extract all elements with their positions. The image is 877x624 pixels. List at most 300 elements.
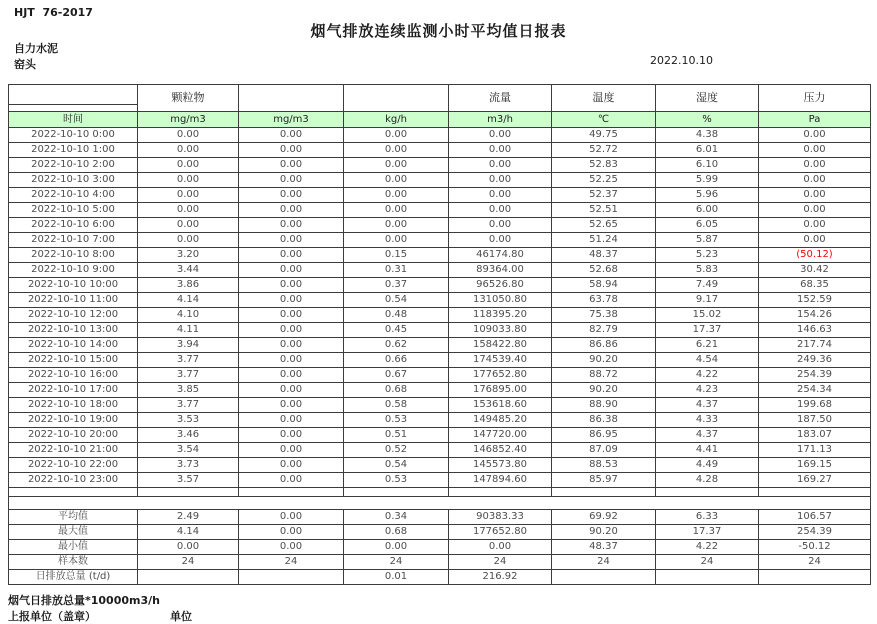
- value-cell: 4.14: [138, 293, 239, 308]
- value-cell: 48.37: [552, 248, 656, 263]
- value-cell: 0.48: [344, 308, 449, 323]
- summary-value-cell: 0.00: [449, 540, 552, 555]
- value-cell: 131050.80: [449, 293, 552, 308]
- summary-value-cell: 24: [344, 555, 449, 570]
- time-cell: 2022-10-10 3:00: [9, 173, 138, 188]
- value-cell: 118395.20: [449, 308, 552, 323]
- value-cell: 0.00: [138, 203, 239, 218]
- value-cell: 0.00: [239, 308, 344, 323]
- value-cell: 145573.80: [449, 458, 552, 473]
- value-cell: 0.45: [344, 323, 449, 338]
- value-cell: 4.41: [656, 443, 759, 458]
- value-cell: 0.00: [239, 323, 344, 338]
- value-cell: 85.97: [552, 473, 656, 488]
- value-cell: 30.42: [759, 263, 871, 278]
- table-row: [9, 323, 871, 338]
- time-cell: 2022-10-10 10:00: [9, 278, 138, 293]
- unit-header-cell: %: [656, 112, 759, 128]
- value-cell: 63.78: [552, 293, 656, 308]
- unit-header-cell: ℃: [552, 112, 656, 128]
- value-cell: 0.00: [138, 143, 239, 158]
- table-row: [9, 383, 871, 398]
- value-cell: 147720.00: [449, 428, 552, 443]
- table-row: [9, 443, 871, 458]
- value-cell: 0.00: [138, 158, 239, 173]
- spacer-row: [9, 497, 871, 510]
- value-cell: 96526.80: [449, 278, 552, 293]
- value-cell: 6.21: [656, 338, 759, 353]
- summary-value-cell: 4.14: [138, 525, 239, 540]
- value-cell: 0.00: [759, 158, 871, 173]
- value-cell: 90.20: [552, 383, 656, 398]
- value-cell: 4.37: [656, 428, 759, 443]
- time-cell: 2022-10-10 4:00: [9, 188, 138, 203]
- value-cell: 169.27: [759, 473, 871, 488]
- value-cell: 5.23: [656, 248, 759, 263]
- value-cell: 0.00: [239, 218, 344, 233]
- value-cell: 0.00: [344, 233, 449, 248]
- value-cell: 4.28: [656, 473, 759, 488]
- table-row: [9, 158, 871, 173]
- value-cell: 0.00: [449, 158, 552, 173]
- report-unit-label: 上报单位（盖章）: [8, 610, 96, 623]
- empty-cell: [759, 488, 871, 497]
- empty-cell: [9, 488, 138, 497]
- summary-value-cell: 0.00: [344, 540, 449, 555]
- value-cell: 153618.60: [449, 398, 552, 413]
- time-cell: 2022-10-10 0:00: [9, 128, 138, 143]
- value-cell: 146852.40: [449, 443, 552, 458]
- value-cell: 6.00: [656, 203, 759, 218]
- summary-value-cell: 24: [449, 555, 552, 570]
- value-cell: (50.12): [759, 248, 871, 263]
- empty-cell: [239, 488, 344, 497]
- value-cell: 187.50: [759, 413, 871, 428]
- company-name: 自力水泥: [14, 42, 58, 55]
- group-header-cell: 流量: [449, 85, 552, 112]
- value-cell: 4.37: [656, 398, 759, 413]
- value-cell: 51.24: [552, 233, 656, 248]
- value-cell: 171.13: [759, 443, 871, 458]
- value-cell: 75.38: [552, 308, 656, 323]
- summary-label-cell: 样本数: [9, 555, 138, 570]
- group-header-cell: 温度: [552, 85, 656, 112]
- report-table-body: [9, 85, 871, 585]
- table-row: [9, 458, 871, 473]
- value-cell: 176895.00: [449, 383, 552, 398]
- table-row: [9, 188, 871, 203]
- table-row: [9, 218, 871, 233]
- value-cell: 3.77: [138, 398, 239, 413]
- value-cell: 0.00: [759, 173, 871, 188]
- value-cell: 0.15: [344, 248, 449, 263]
- value-cell: 4.49: [656, 458, 759, 473]
- value-cell: 0.00: [239, 398, 344, 413]
- summary-label-cell: 最小值: [9, 540, 138, 555]
- value-cell: 86.38: [552, 413, 656, 428]
- value-cell: 0.31: [344, 263, 449, 278]
- value-cell: 154.26: [759, 308, 871, 323]
- value-cell: 0.00: [449, 143, 552, 158]
- value-cell: 3.77: [138, 353, 239, 368]
- value-cell: 52.25: [552, 173, 656, 188]
- summary-value-cell: 0.00: [239, 510, 344, 525]
- value-cell: 46174.80: [449, 248, 552, 263]
- table-row: [9, 428, 871, 443]
- table-row: [9, 143, 871, 158]
- value-cell: 0.00: [759, 218, 871, 233]
- value-cell: 58.94: [552, 278, 656, 293]
- value-cell: 0.00: [449, 173, 552, 188]
- value-cell: 90.20: [552, 353, 656, 368]
- summary-value-cell: 24: [239, 555, 344, 570]
- time-cell: 2022-10-10 17:00: [9, 383, 138, 398]
- value-cell: 0.00: [239, 143, 344, 158]
- summary-row: [9, 570, 871, 585]
- value-cell: 0.53: [344, 473, 449, 488]
- value-cell: 17.37: [656, 323, 759, 338]
- value-cell: 4.11: [138, 323, 239, 338]
- value-cell: 177652.80: [449, 368, 552, 383]
- value-cell: 0.00: [239, 128, 344, 143]
- value-cell: 0.00: [759, 128, 871, 143]
- time-cell: 2022-10-10 2:00: [9, 158, 138, 173]
- value-cell: 0.51: [344, 428, 449, 443]
- summary-row: [9, 555, 871, 570]
- value-cell: 52.72: [552, 143, 656, 158]
- value-cell: 0.00: [344, 158, 449, 173]
- summary-value-cell: 2.49: [138, 510, 239, 525]
- monitor-point: 窑头: [14, 58, 36, 71]
- table-row: [9, 473, 871, 488]
- value-cell: 0.00: [239, 473, 344, 488]
- value-cell: 0.00: [239, 383, 344, 398]
- time-header-split-cell: [9, 85, 138, 112]
- value-cell: 0.67: [344, 368, 449, 383]
- value-cell: 86.95: [552, 428, 656, 443]
- unit-header-cell: m3/h: [449, 112, 552, 128]
- group-header-cell: [239, 85, 344, 112]
- value-cell: 4.22: [656, 368, 759, 383]
- value-cell: 0.00: [239, 263, 344, 278]
- value-cell: 254.34: [759, 383, 871, 398]
- group-header-cell: 压力: [759, 85, 871, 112]
- summary-value-cell: [552, 570, 656, 585]
- value-cell: 254.39: [759, 368, 871, 383]
- value-cell: 52.83: [552, 158, 656, 173]
- value-cell: 169.15: [759, 458, 871, 473]
- value-cell: 52.51: [552, 203, 656, 218]
- value-cell: 0.00: [239, 203, 344, 218]
- summary-value-cell: 24: [552, 555, 656, 570]
- value-cell: 88.53: [552, 458, 656, 473]
- time-cell: 2022-10-10 7:00: [9, 233, 138, 248]
- value-cell: 0.53: [344, 413, 449, 428]
- summary-value-cell: 216.92: [449, 570, 552, 585]
- value-cell: 0.00: [138, 188, 239, 203]
- summary-value-cell: 90383.33: [449, 510, 552, 525]
- value-cell: 0.00: [449, 218, 552, 233]
- summary-value-cell: 0.01: [344, 570, 449, 585]
- summary-value-cell: 17.37: [656, 525, 759, 540]
- value-cell: 0.00: [239, 248, 344, 263]
- time-cell: 2022-10-10 9:00: [9, 263, 138, 278]
- table-row: [9, 248, 871, 263]
- table-row: [9, 308, 871, 323]
- time-cell: 2022-10-10 12:00: [9, 308, 138, 323]
- value-cell: 3.57: [138, 473, 239, 488]
- unit-header-row: [9, 112, 871, 128]
- value-cell: 149485.20: [449, 413, 552, 428]
- time-cell: 2022-10-10 22:00: [9, 458, 138, 473]
- value-cell: 0.00: [449, 128, 552, 143]
- unit-header-cell: Pa: [759, 112, 871, 128]
- value-cell: 0.00: [759, 188, 871, 203]
- group-header-cell: [344, 85, 449, 112]
- value-cell: 3.54: [138, 443, 239, 458]
- value-cell: 0.00: [138, 128, 239, 143]
- value-cell: 0.00: [239, 278, 344, 293]
- value-cell: 146.63: [759, 323, 871, 338]
- table-row: [9, 353, 871, 368]
- summary-value-cell: 0.68: [344, 525, 449, 540]
- value-cell: 5.96: [656, 188, 759, 203]
- report-date: 2022.10.10: [650, 54, 713, 67]
- time-cell: 2022-10-10 21:00: [9, 443, 138, 458]
- value-cell: 87.09: [552, 443, 656, 458]
- summary-label-cell: 日排放总量 (t/d): [9, 570, 138, 585]
- value-cell: 0.00: [138, 173, 239, 188]
- value-cell: 88.90: [552, 398, 656, 413]
- summary-value-cell: 24: [759, 555, 871, 570]
- table-row: [9, 233, 871, 248]
- time-cell: 2022-10-10 13:00: [9, 323, 138, 338]
- summary-value-cell: [138, 570, 239, 585]
- value-cell: 0.00: [344, 203, 449, 218]
- value-cell: 174539.40: [449, 353, 552, 368]
- summary-value-cell: 6.33: [656, 510, 759, 525]
- value-cell: 0.00: [759, 203, 871, 218]
- value-cell: 0.66: [344, 353, 449, 368]
- value-cell: 217.74: [759, 338, 871, 353]
- value-cell: 0.00: [344, 143, 449, 158]
- value-cell: 0.00: [239, 173, 344, 188]
- value-cell: 3.73: [138, 458, 239, 473]
- summary-value-cell: 0.00: [239, 540, 344, 555]
- value-cell: 9.17: [656, 293, 759, 308]
- value-cell: 3.53: [138, 413, 239, 428]
- value-cell: 3.44: [138, 263, 239, 278]
- value-cell: 89364.00: [449, 263, 552, 278]
- value-cell: 0.00: [449, 188, 552, 203]
- standard-code: HJT 76-2017: [14, 6, 93, 19]
- value-cell: 68.35: [759, 278, 871, 293]
- table-row: [9, 413, 871, 428]
- value-cell: 0.00: [239, 188, 344, 203]
- summary-value-cell: 0.00: [239, 525, 344, 540]
- value-cell: 3.77: [138, 368, 239, 383]
- empty-row: [9, 488, 871, 497]
- value-cell: 0.00: [239, 293, 344, 308]
- summary-value-cell: 106.57: [759, 510, 871, 525]
- summary-label-cell: 最大值: [9, 525, 138, 540]
- value-cell: 15.02: [656, 308, 759, 323]
- value-cell: 6.01: [656, 143, 759, 158]
- summary-value-cell: 69.92: [552, 510, 656, 525]
- value-cell: 0.00: [239, 428, 344, 443]
- summary-value-cell: 90.20: [552, 525, 656, 540]
- value-cell: 0.58: [344, 398, 449, 413]
- time-cell: 2022-10-10 19:00: [9, 413, 138, 428]
- summary-row: [9, 525, 871, 540]
- value-cell: 0.54: [344, 293, 449, 308]
- summary-value-cell: 177652.80: [449, 525, 552, 540]
- table-row: [9, 263, 871, 278]
- value-cell: 0.54: [344, 458, 449, 473]
- value-cell: 249.36: [759, 353, 871, 368]
- value-cell: 7.49: [656, 278, 759, 293]
- value-cell: 0.68: [344, 383, 449, 398]
- value-cell: 183.07: [759, 428, 871, 443]
- value-cell: 4.38: [656, 128, 759, 143]
- value-cell: 0.00: [759, 233, 871, 248]
- value-cell: 6.10: [656, 158, 759, 173]
- empty-cell: [138, 488, 239, 497]
- value-cell: 4.33: [656, 413, 759, 428]
- table-row: [9, 173, 871, 188]
- time-cell: 2022-10-10 14:00: [9, 338, 138, 353]
- summary-value-cell: 254.39: [759, 525, 871, 540]
- value-cell: 0.00: [138, 218, 239, 233]
- value-cell: 52.65: [552, 218, 656, 233]
- value-cell: 4.10: [138, 308, 239, 323]
- group-header-cell: 湿度: [656, 85, 759, 112]
- time-cell: 2022-10-10 5:00: [9, 203, 138, 218]
- spacer-cell: [9, 497, 871, 510]
- value-cell: 0.00: [239, 338, 344, 353]
- value-cell: 88.72: [552, 368, 656, 383]
- summary-value-cell: -50.12: [759, 540, 871, 555]
- value-cell: 86.86: [552, 338, 656, 353]
- table-row: [9, 398, 871, 413]
- time-cell: 2022-10-10 11:00: [9, 293, 138, 308]
- value-cell: 3.85: [138, 383, 239, 398]
- unit-header-cell: kg/h: [344, 112, 449, 128]
- table-row: [9, 128, 871, 143]
- value-cell: 0.52: [344, 443, 449, 458]
- summary-value-cell: 24: [656, 555, 759, 570]
- time-cell: 2022-10-10 15:00: [9, 353, 138, 368]
- value-cell: 5.83: [656, 263, 759, 278]
- value-cell: 199.68: [759, 398, 871, 413]
- value-cell: 3.20: [138, 248, 239, 263]
- value-cell: 158422.80: [449, 338, 552, 353]
- value-cell: 0.00: [239, 413, 344, 428]
- value-cell: 0.00: [449, 233, 552, 248]
- value-cell: 0.00: [759, 143, 871, 158]
- value-cell: 49.75: [552, 128, 656, 143]
- value-cell: 0.00: [138, 233, 239, 248]
- value-cell: 0.00: [344, 128, 449, 143]
- group-header-cell: 颗粒物: [138, 85, 239, 112]
- empty-cell: [344, 488, 449, 497]
- summary-value-cell: [656, 570, 759, 585]
- empty-cell: [449, 488, 552, 497]
- value-cell: 0.00: [239, 353, 344, 368]
- summary-row: [9, 540, 871, 555]
- split-divider: [9, 91, 137, 105]
- value-cell: 0.62: [344, 338, 449, 353]
- table-row: [9, 338, 871, 353]
- page-title: 烟气排放连续监测小时平均值日报表: [310, 22, 567, 40]
- unit-label: 单位: [170, 610, 192, 623]
- value-cell: 0.00: [344, 173, 449, 188]
- value-cell: 6.05: [656, 218, 759, 233]
- table-row: [9, 203, 871, 218]
- table-row: [9, 293, 871, 308]
- value-cell: 52.68: [552, 263, 656, 278]
- time-cell: 2022-10-10 16:00: [9, 368, 138, 383]
- value-cell: 0.00: [449, 203, 552, 218]
- group-header-row: [9, 85, 871, 112]
- value-cell: 0.00: [239, 368, 344, 383]
- value-cell: 3.86: [138, 278, 239, 293]
- value-cell: 5.99: [656, 173, 759, 188]
- summary-value-cell: 0.34: [344, 510, 449, 525]
- value-cell: 147894.60: [449, 473, 552, 488]
- time-cell: 2022-10-10 6:00: [9, 218, 138, 233]
- summary-value-cell: [759, 570, 871, 585]
- value-cell: 0.37: [344, 278, 449, 293]
- value-cell: 5.87: [656, 233, 759, 248]
- empty-cell: [552, 488, 656, 497]
- time-cell: 2022-10-10 1:00: [9, 143, 138, 158]
- value-cell: 0.00: [239, 233, 344, 248]
- unit-header-cell: mg/m3: [239, 112, 344, 128]
- value-cell: 3.46: [138, 428, 239, 443]
- report-table: [8, 84, 871, 585]
- value-cell: 152.59: [759, 293, 871, 308]
- value-cell: 4.23: [656, 383, 759, 398]
- summary-label-cell: 平均值: [9, 510, 138, 525]
- value-cell: 52.37: [552, 188, 656, 203]
- table-row: [9, 278, 871, 293]
- value-cell: 0.00: [344, 188, 449, 203]
- value-cell: 82.79: [552, 323, 656, 338]
- summary-value-cell: 24: [138, 555, 239, 570]
- time-column-header: 时间: [9, 112, 138, 128]
- value-cell: 0.00: [239, 458, 344, 473]
- footer-note: 烟气日排放总量*10000m3/h: [8, 594, 160, 607]
- empty-cell: [656, 488, 759, 497]
- summary-value-cell: [239, 570, 344, 585]
- time-cell: 2022-10-10 8:00: [9, 248, 138, 263]
- time-cell: 2022-10-10 23:00: [9, 473, 138, 488]
- value-cell: 0.00: [239, 443, 344, 458]
- value-cell: 4.54: [656, 353, 759, 368]
- summary-value-cell: 4.22: [656, 540, 759, 555]
- time-cell: 2022-10-10 18:00: [9, 398, 138, 413]
- summary-value-cell: 0.00: [138, 540, 239, 555]
- value-cell: 109033.80: [449, 323, 552, 338]
- summary-row: [9, 510, 871, 525]
- value-cell: 0.00: [344, 218, 449, 233]
- value-cell: 3.94: [138, 338, 239, 353]
- unit-header-cell: mg/m3: [138, 112, 239, 128]
- table-row: [9, 368, 871, 383]
- value-cell: 0.00: [239, 158, 344, 173]
- summary-value-cell: 48.37: [552, 540, 656, 555]
